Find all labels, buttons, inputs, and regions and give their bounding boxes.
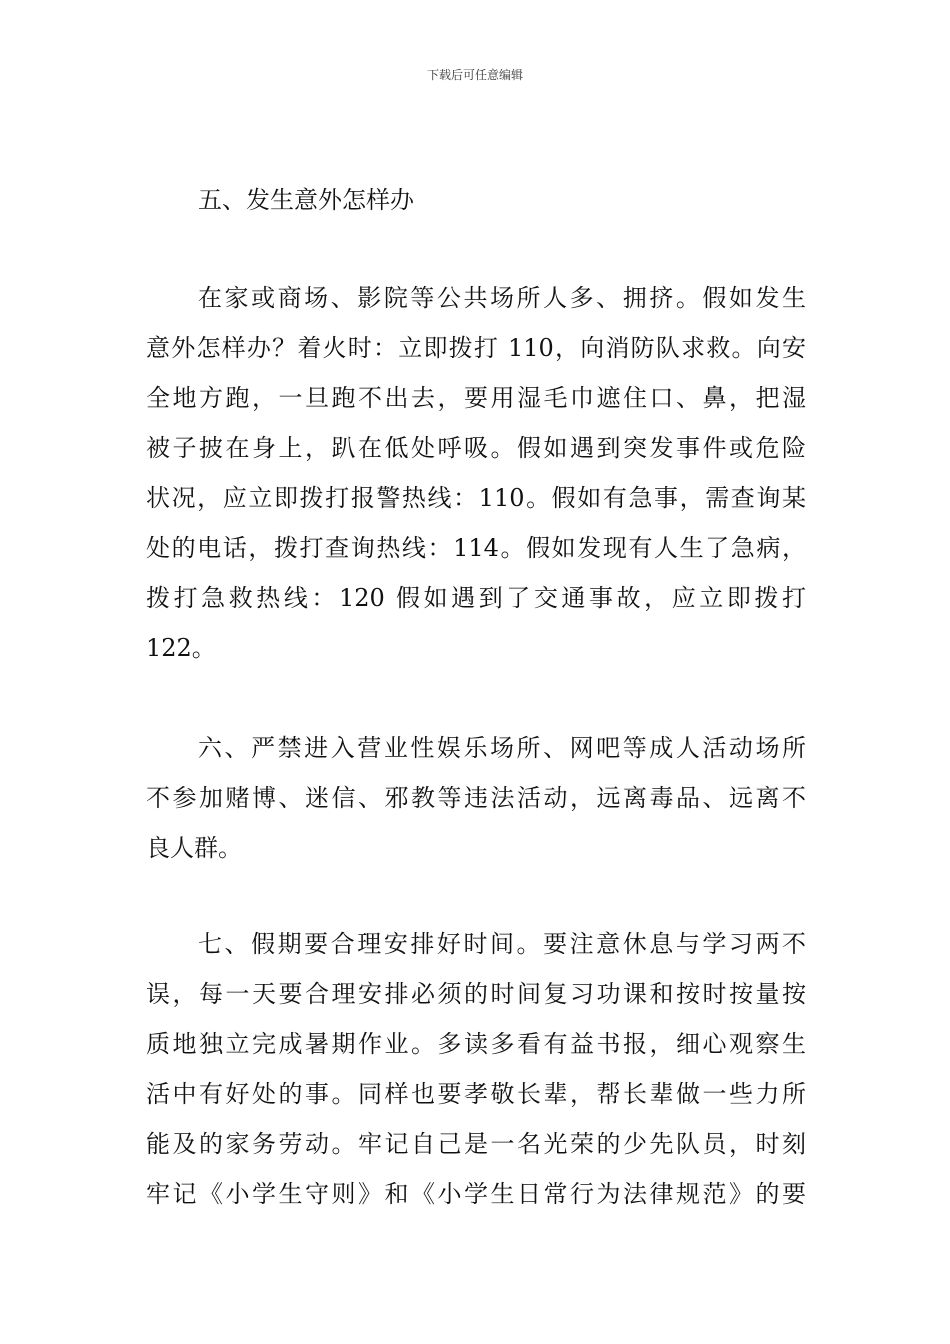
paragraph-line: 不参加赌博、迷信、邪教等违法活动，远离毒品、远离不 bbox=[146, 784, 806, 812]
paragraph-time-management bbox=[146, 919, 806, 1219]
paragraph-line: 状况，应立即拨打报警热线：110。假如有急事，需查询某 bbox=[146, 484, 806, 512]
paragraph-line: 活中有好处的事。同样也要孝敬长辈，帮长辈做一些力所 bbox=[146, 1080, 806, 1108]
paragraph-line: 被子披在身上，趴在低处呼吸。假如遇到突发事件或危险 bbox=[146, 434, 806, 462]
paragraph-line: 122。 bbox=[146, 634, 216, 662]
paragraph-line: 六、严禁进入营业性娱乐场所、网吧等成人活动场所 bbox=[198, 734, 806, 762]
page-header: 下载后可任意编辑 bbox=[426, 68, 523, 82]
paragraph-line: 能及的家务劳动。牢记自己是一名光荣的少先队员，时刻 bbox=[146, 1130, 806, 1158]
paragraph-accidents bbox=[146, 273, 806, 673]
paragraph-line: 在家或商场、影院等公共场所人多、拥挤。假如发生 bbox=[198, 284, 806, 312]
paragraph-line: 意外怎样办？着火时：立即拨打 110，向消防队求救。向安 bbox=[146, 334, 806, 362]
paragraph-line: 良人群。 bbox=[146, 834, 242, 862]
paragraph-line: 质地独立完成暑期作业。多读多看有益书报，细心观察生 bbox=[146, 1030, 806, 1058]
paragraph-prohibitions bbox=[146, 723, 806, 873]
paragraph-line: 牢记《小学生守则》和《小学生日常行为法律规范》的要 bbox=[146, 1180, 806, 1208]
paragraph-line: 全地方跑，一旦跑不出去，要用湿毛巾遮住口、鼻，把湿 bbox=[146, 384, 806, 412]
paragraph-line: 七、假期要合理安排好时间。要注意休息与学习两不 bbox=[198, 930, 806, 958]
heading-line: 五、发生意外怎样办 bbox=[198, 186, 414, 214]
paragraph-line: 误，每一天要合理安排必须的时间复习功课和按时按量按 bbox=[146, 980, 806, 1008]
section-heading-5 bbox=[146, 175, 806, 225]
paragraph-line: 拨打急救热线：120 假如遇到了交通事故，应立即拨打 bbox=[146, 584, 806, 612]
paragraph-line: 处的电话，拨打查询热线：114。假如发现有人生了急病， bbox=[146, 534, 806, 562]
